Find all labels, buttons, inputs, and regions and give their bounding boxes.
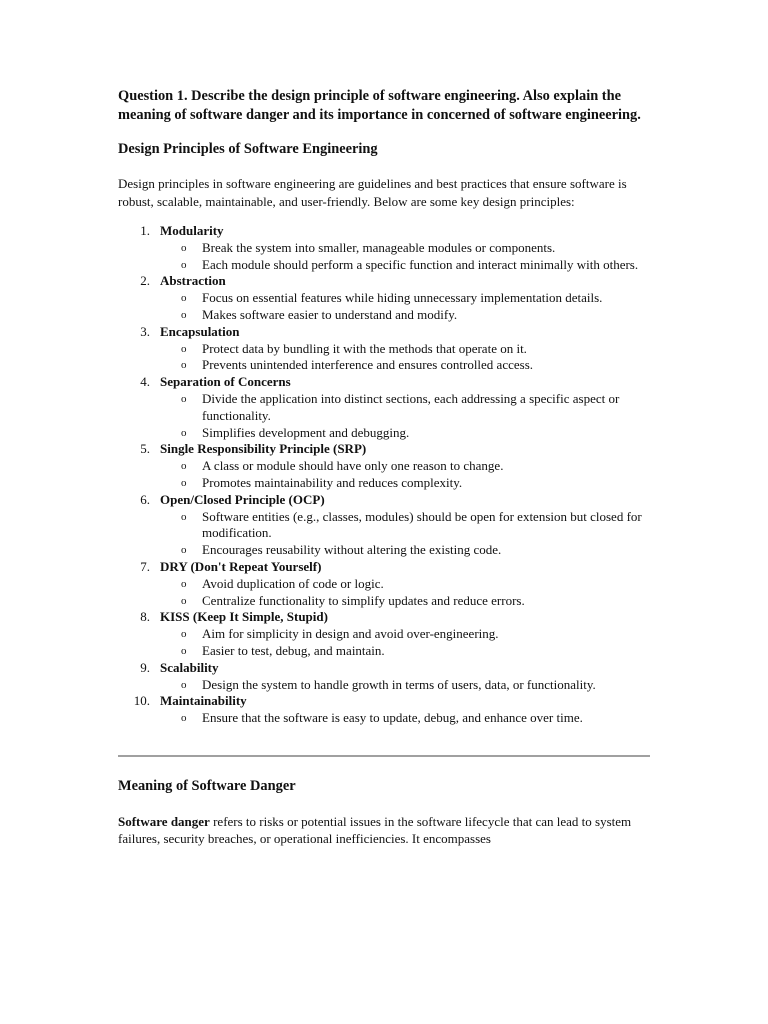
question-heading: Question 1. Describe the design principle of software engineering. Also explain the meaning of software danger and its importance in concerned of software engineering.: [118, 88, 641, 123]
principle-number: 4.: [140, 374, 150, 390]
principle-points: [160, 290, 650, 324]
principle-item: [118, 660, 650, 694]
principle-point: [160, 357, 650, 374]
principle-point: [160, 475, 650, 492]
principle-point-text: Each module should perform a specific function and interact minimally with others.: [202, 256, 639, 272]
principle-point-text: Focus on essential features while hiding unnecessary implementation details.: [202, 290, 603, 306]
principle-title: KISS (Keep It Simple, Stupid): [160, 609, 328, 625]
circle-bullet-icon: o: [181, 292, 187, 305]
principle-points: [160, 626, 650, 660]
software-danger-term: Software danger: [118, 813, 210, 829]
principle-points: [160, 710, 650, 727]
principle-point-text: Protect data by bundling it with the methods that operate on it.: [202, 340, 527, 356]
principle-point-text: Ensure that the software is easy to update, debug, and enhance over time.: [202, 710, 583, 726]
principle-point-text: Aim for simplicity in design and avoid over-engineering.: [202, 626, 499, 642]
principle-item: [118, 273, 650, 323]
principle-number: 5.: [140, 441, 150, 457]
principle-point-text: Design the system to handle growth in terms of users, data, or functionality.: [202, 676, 596, 692]
principle-point: [160, 677, 650, 694]
circle-bullet-icon: o: [181, 476, 187, 489]
circle-bullet-icon: o: [181, 308, 187, 321]
principle-item: [118, 441, 650, 491]
principle-item: [118, 609, 650, 659]
circle-bullet-icon: o: [181, 460, 187, 473]
principle-item: [118, 223, 650, 273]
principle-number: 10.: [133, 693, 150, 709]
principle-title: Maintainability: [160, 693, 247, 709]
principle-points: [160, 341, 650, 375]
software-danger-paragraph: [118, 813, 650, 848]
circle-bullet-icon: o: [181, 628, 187, 641]
principle-title: DRY (Don't Repeat Yourself): [160, 558, 322, 574]
principle-point: [160, 307, 650, 324]
principle-title: Encapsulation: [160, 323, 240, 339]
principle-number: 2.: [140, 273, 150, 289]
principle-number: 1.: [140, 223, 150, 238]
circle-bullet-icon: o: [181, 678, 187, 691]
principle-point: [160, 542, 650, 559]
principle-point-text: Encourages reusability without altering the existing code.: [202, 542, 502, 558]
principle-points: [160, 240, 650, 274]
section-divider: [118, 755, 650, 757]
principle-title: Scalability: [160, 659, 219, 675]
principle-points: [160, 509, 650, 559]
circle-bullet-icon: o: [181, 594, 187, 607]
principle-points: [160, 458, 650, 492]
principle-number: 6.: [140, 491, 150, 507]
principle-point-text: Software entities (e.g., classes, modules) should be open for extension but closed for modification.: [202, 508, 642, 541]
principle-item: [118, 374, 650, 441]
principle-title: Abstraction: [160, 273, 226, 289]
software-danger-text: refers to risks or potential issues in the software lifecycle that can lead to system failures, security breaches, or operational inefficiencies. It encompasses: [118, 813, 632, 847]
circle-bullet-icon: o: [181, 510, 187, 523]
principle-point: [160, 509, 650, 543]
design-principles-heading: Design Principles of Software Engineering: [118, 141, 378, 157]
principle-point: [160, 341, 650, 358]
principle-point-text: Simplifies development and debugging.: [202, 424, 410, 440]
principle-point: [160, 593, 650, 610]
circle-bullet-icon: o: [181, 577, 187, 590]
principle-point: [160, 425, 650, 442]
principle-title: Single Responsibility Principle (SRP): [160, 441, 367, 457]
principle-number: 8.: [140, 609, 150, 625]
principle-points: [160, 391, 650, 441]
principle-item: [118, 492, 650, 559]
circle-bullet-icon: o: [181, 644, 187, 657]
principle-point: [160, 391, 650, 425]
document-page: [118, 87, 650, 848]
principle-point-text: Break the system into smaller, manageable modules or components.: [202, 239, 556, 255]
principle-point: [160, 458, 650, 475]
principle-item: [118, 693, 650, 727]
principle-point: [160, 626, 650, 643]
circle-bullet-icon: o: [181, 712, 187, 725]
principle-point: [160, 576, 650, 593]
software-danger-heading: Meaning of Software Danger: [118, 777, 296, 794]
principle-point-text: Makes software easier to understand and modify.: [202, 306, 458, 322]
circle-bullet-icon: o: [181, 342, 187, 355]
principle-point-text: Avoid duplication of code or logic.: [202, 575, 384, 591]
principle-number: 3.: [140, 323, 150, 339]
principle-points: [160, 677, 650, 694]
principle-point-text: Centralize functionality to simplify updates and reduce errors.: [202, 592, 525, 608]
principle-point-text: Easier to test, debug, and maintain.: [202, 642, 385, 658]
principle-points: [160, 576, 650, 610]
circle-bullet-icon: o: [181, 241, 187, 254]
principle-point-text: Prevents unintended interference and ensures controlled access.: [202, 357, 534, 373]
circle-bullet-icon: o: [181, 359, 187, 372]
principle-title: Modularity: [160, 223, 224, 238]
principle-title: Open/Closed Principle (OCP): [160, 491, 325, 507]
principle-point: [160, 710, 650, 727]
principle-point-text: A class or module should have only one reason to change.: [202, 458, 504, 474]
principle-point-text: Promotes maintainability and reduces complexity.: [202, 474, 463, 490]
principle-item: [118, 559, 650, 609]
principle-point-text: Divide the application into distinct sections, each addressing a specific aspect or functionality.: [202, 390, 620, 423]
circle-bullet-icon: o: [181, 258, 187, 271]
principle-point: [160, 240, 650, 257]
principle-number: 9.: [140, 659, 150, 675]
design-principles-intro: Design principles in software engineering are guidelines and best practices that ensure software is robust, scalable, maintainable, and user-friendly. Below are some key design principles:: [118, 176, 627, 209]
principle-point: [160, 290, 650, 307]
principle-title: Separation of Concerns: [160, 374, 291, 390]
circle-bullet-icon: o: [181, 544, 187, 557]
principle-point: [160, 643, 650, 660]
circle-bullet-icon: o: [181, 392, 187, 405]
principle-item: [118, 324, 650, 374]
principle-point: [160, 257, 650, 274]
circle-bullet-icon: o: [181, 426, 187, 439]
principle-number: 7.: [140, 558, 150, 574]
principles-list: [118, 223, 650, 727]
